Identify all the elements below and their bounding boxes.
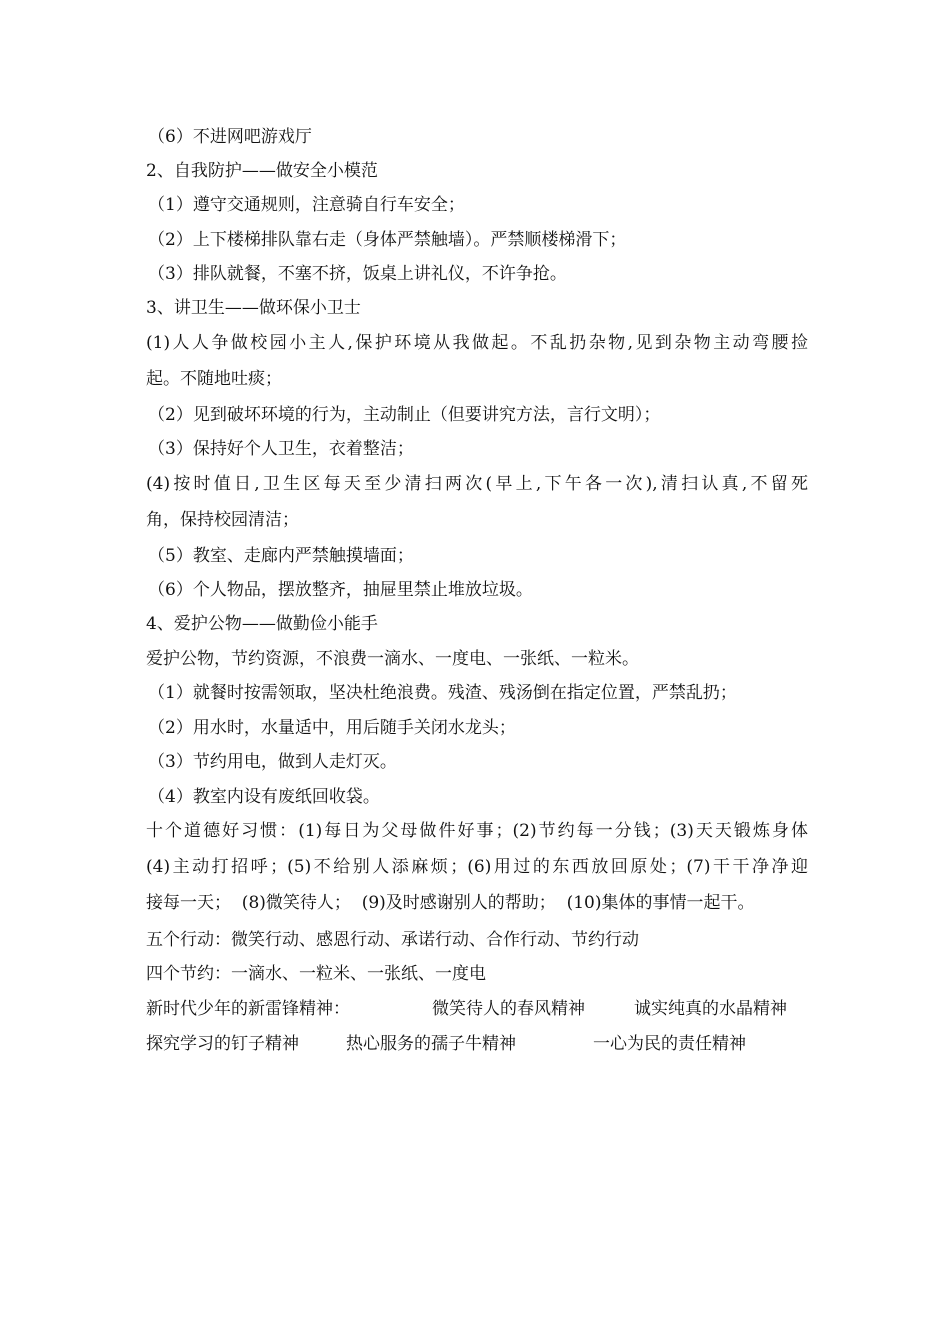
- text-line: (1)人人争做校园小主人,保护环境从我做起。不乱扔杂物,见到杂物主动弯腰捡: [146, 333, 808, 353]
- text-line: （4）教室内设有废纸回收袋。: [148, 787, 380, 807]
- text-line: 四个节约：一滴水、一粒米、一张纸、一度电: [146, 964, 486, 984]
- text-line: （2）用水时，水量适中，用后随手关闭水龙头；: [148, 718, 516, 738]
- text-line: （1）遵守交通规则，注意骑自行车安全；: [148, 195, 465, 215]
- text-line: 五个行动：微笑行动、感恩行动、承诺行动、合作行动、节约行动: [146, 930, 639, 950]
- spirit-item: 一心为民的责任精神: [593, 1034, 746, 1054]
- spirit-item: 热心服务的孺子牛精神: [346, 1034, 516, 1054]
- text-line: （3）节约用电，做到人走灯灭。: [148, 752, 397, 772]
- text-line: 起。不随地吐痰；: [146, 369, 282, 389]
- text-line: (4)按时值日,卫生区每天至少清扫两次(早上,下午各一次),清扫认真,不留死: [146, 474, 808, 494]
- text-line: （2）上下楼梯排队靠右走（身体严禁触墙）。严禁顺楼梯滑下；: [148, 230, 627, 250]
- spirit-item: 探究学习的钉子精神: [146, 1034, 299, 1054]
- text-line: （3）排队就餐，不塞不挤，饭桌上讲礼仪，不许争抢。: [148, 264, 567, 284]
- text-line: (4)主动打招呼；(5)不给别人添麻烦；(6)用过的东西放回原处；(7)干干净净迎: [146, 857, 808, 877]
- text-line: （5）教室、走廊内严禁触摸墙面；: [148, 546, 414, 566]
- text-line: （6）不进网吧游戏厅: [148, 127, 312, 147]
- spirit-item: 诚实纯真的水晶精神: [634, 999, 787, 1019]
- spirit-item: 微笑待人的春风精神: [432, 999, 585, 1019]
- text-line: 十个道德好习惯：(1)每日为父母做件好事；(2)节约每一分钱；(3)天天锻炼身体: [146, 821, 808, 841]
- section-heading: 4、爱护公物——做勤俭小能手: [146, 614, 378, 634]
- text-line: 角，保持校园清洁；: [146, 510, 299, 530]
- text-line: （6）个人物品，摆放整齐，抽屉里禁止堆放垃圾。: [148, 580, 533, 600]
- section-heading: 3、讲卫生——做环保小卫士: [146, 298, 361, 318]
- section-heading: 2、自我防护——做安全小模范: [146, 161, 378, 181]
- spirit-label: 新时代少年的新雷锋精神：: [146, 999, 350, 1019]
- text-line: 接每一天； (8)微笑待人； (9)及时感谢别人的帮助； (10)集体的事情一起干。: [146, 893, 755, 913]
- text-line: （2）见到破坏环境的行为，主动制止（但要讲究方法，言行文明）；: [148, 405, 661, 425]
- text-line: （1）就餐时按需领取，坚决杜绝浪费。残渣、残汤倒在指定位置，严禁乱扔；: [148, 683, 737, 703]
- text-line: 爱护公物，节约资源，不浪费一滴水、一度电、一张纸、一粒米。: [146, 649, 639, 669]
- text-line: （3）保持好个人卫生，衣着整洁；: [148, 439, 414, 459]
